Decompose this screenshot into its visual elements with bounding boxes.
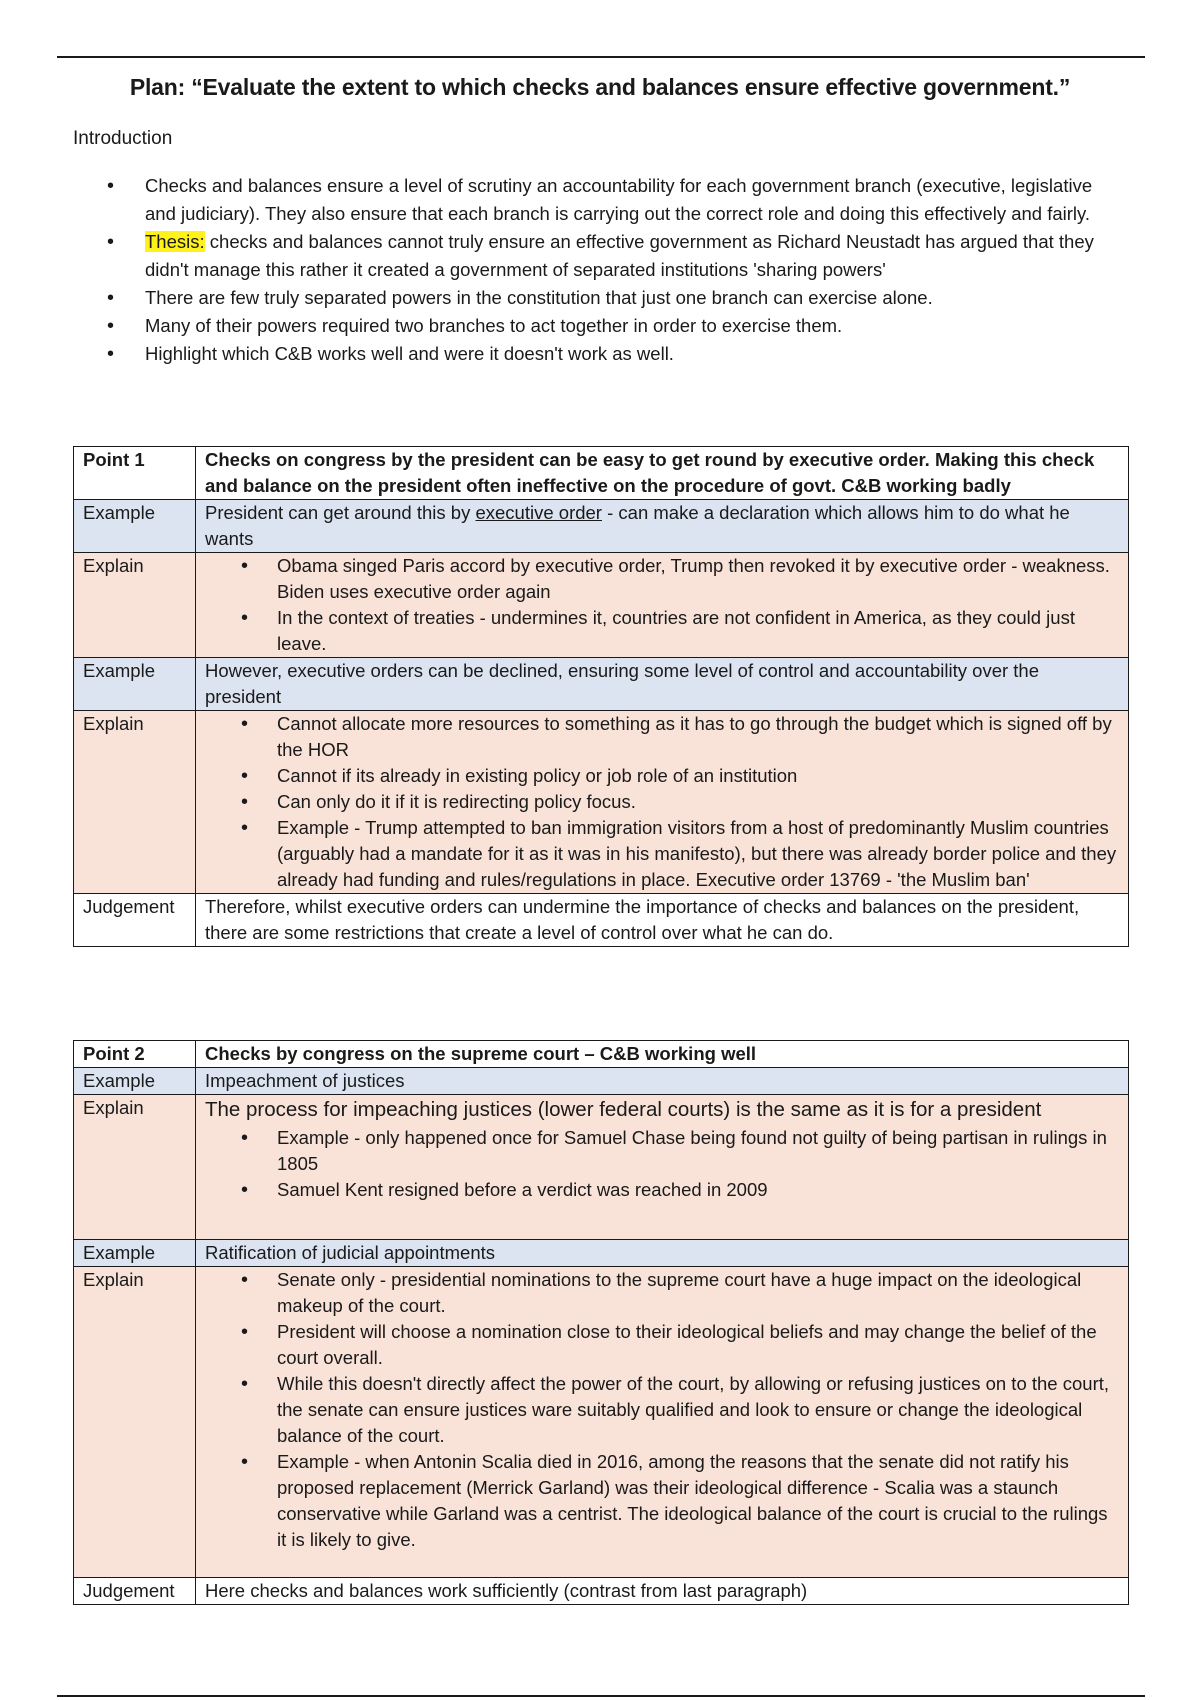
explain-label: Explain — [74, 711, 196, 894]
explain-label: Explain — [74, 1267, 196, 1578]
point1-judgement: Therefore, whilst executive orders can undermine the importance of checks and balances on the president, there are some restrictions that create a level of control over what he can do. — [196, 894, 1129, 947]
point1-label: Point 1 — [74, 447, 196, 500]
list-item — [73, 228, 1113, 284]
point1-table — [73, 446, 1129, 947]
list-item: • Samuel Kent resigned before a verdict was reached in 2009 — [205, 1177, 1119, 1203]
point2-table — [73, 1040, 1129, 1605]
list-item: • While this doesn't directly affect the power of the court, by allowing or refusing justices on to the court, the senate can ensure justices ware suitably qualified and look to ensure or change the ideological balance of the court. — [205, 1371, 1119, 1449]
table-row — [74, 553, 1129, 658]
explain-label: Explain — [74, 553, 196, 658]
point2-example-1: Impeachment of justices — [196, 1068, 1129, 1095]
explain-label: Explain — [74, 1095, 196, 1240]
list-item: • Obama singed Paris accord by executive order, Trump then revoked it by executive order - weakness. Biden uses executive order again — [205, 553, 1119, 605]
table-row — [74, 1267, 1129, 1578]
point2-label: Point 2 — [74, 1041, 196, 1068]
table-row — [74, 500, 1129, 553]
point2-heading: Checks by congress on the supreme court – C&B working well — [196, 1041, 1129, 1068]
table-row — [74, 1041, 1129, 1068]
table-row — [74, 1095, 1129, 1240]
judgement-label: Judgement — [74, 894, 196, 947]
thesis-highlight: Thesis: — [145, 231, 205, 252]
list-item: • There are few truly separated powers in the constitution that just one branch can exercise alone. — [73, 284, 1113, 312]
point1-example-2: However, executive orders can be declined, ensuring some level of control and accountability over the president — [196, 658, 1129, 711]
example-label: Example — [74, 1068, 196, 1095]
top-rule — [57, 56, 1145, 58]
point1-heading: Checks on congress by the president can be easy to get round by executive order. Making this check and balance on the president often ineffective on the procedure of govt. C&B working badly — [196, 447, 1129, 500]
table-row — [74, 1240, 1129, 1267]
list-item: • Many of their powers required two branches to act together in order to exercise them. — [73, 312, 1113, 340]
list-item: • In the context of treaties - undermines it, countries are not confident in America, as they could just leave. — [205, 605, 1119, 657]
point1-example-1 — [196, 500, 1129, 553]
page-title: Plan: “Evaluate the extent to which checks and balances ensure effective government.” — [129, 74, 1071, 100]
example-text: - can make a declaration which allows him to do what he wants — [205, 502, 1070, 549]
list-item: • Highlight which C&B works well and were it doesn't work as well. — [73, 340, 1113, 368]
table-row — [74, 447, 1129, 500]
list-item: • Example - Trump attempted to ban immigration visitors from a host of predominantly Muslim countries (arguably had a mandate for it as it was in his manifesto), but there was already border police and they already had funding and rules/regulations in place. Executive order 13769 - 'the Muslim ban' — [205, 815, 1119, 893]
table-row — [74, 1068, 1129, 1095]
bottom-rule — [57, 1695, 1145, 1697]
thesis-text: checks and balances cannot truly ensure an effective government as Richard Neustadt has argued that they didn't manage this rather it created a government of separated institutions 'sharing powers' — [145, 231, 1094, 280]
example-label: Example — [74, 500, 196, 553]
point2-explain-2 — [196, 1267, 1129, 1578]
point2-judgement: Here checks and balances work sufficiently (contrast from last paragraph) — [196, 1578, 1129, 1605]
list-item: • Cannot if its already in existing policy or job role of an institution — [205, 763, 1119, 789]
judgement-label: Judgement — [74, 1578, 196, 1605]
introduction-list — [73, 172, 1113, 368]
point2-example-2: Ratification of judicial appointments — [196, 1240, 1129, 1267]
list-item: • President will choose a nomination close to their ideological beliefs and may change the belief of the court overall. — [205, 1319, 1119, 1371]
example-label: Example — [74, 658, 196, 711]
table-row — [74, 894, 1129, 947]
list-item: • Senate only - presidential nominations to the supreme court have a huge impact on the ideological makeup of the court. — [205, 1267, 1119, 1319]
list-item: • Example - when Antonin Scalia died in 2016, among the reasons that the senate did not ratify his proposed replacement (Merrick Garland) was their ideological difference - Scalia was a staunch conservative while Garland was a centrist. The ideological balance of the court is crucial to the rulings it is likely to give. — [205, 1449, 1119, 1553]
point1-explain-2 — [196, 711, 1129, 894]
table-row — [74, 711, 1129, 894]
example-label: Example — [74, 1240, 196, 1267]
explain-intro: The process for impeaching justices (lower federal courts) is the same as it is for a president — [205, 1098, 1042, 1121]
point1-explain-1 — [196, 553, 1129, 658]
introduction-heading: Introduction — [73, 128, 173, 149]
point2-explain-1 — [196, 1095, 1129, 1240]
table-row — [74, 658, 1129, 711]
list-item: • Checks and balances ensure a level of scrutiny an accountability for each government branch (executive, legislative and judiciary). They also ensure that each branch is carrying out the correct role and doing this effectively and fairly. — [73, 172, 1113, 228]
list-item: • Can only do it if it is redirecting policy focus. — [205, 789, 1119, 815]
table-row — [74, 1578, 1129, 1605]
list-item: • Example - only happened once for Samuel Chase being found not guilty of being partisan in rulings in 1805 — [205, 1125, 1119, 1177]
list-item: • Cannot allocate more resources to something as it has to go through the budget which is signed off by the HOR — [205, 711, 1119, 763]
executive-order-term: executive order — [475, 502, 602, 523]
example-text: President can get around this by — [205, 502, 476, 523]
